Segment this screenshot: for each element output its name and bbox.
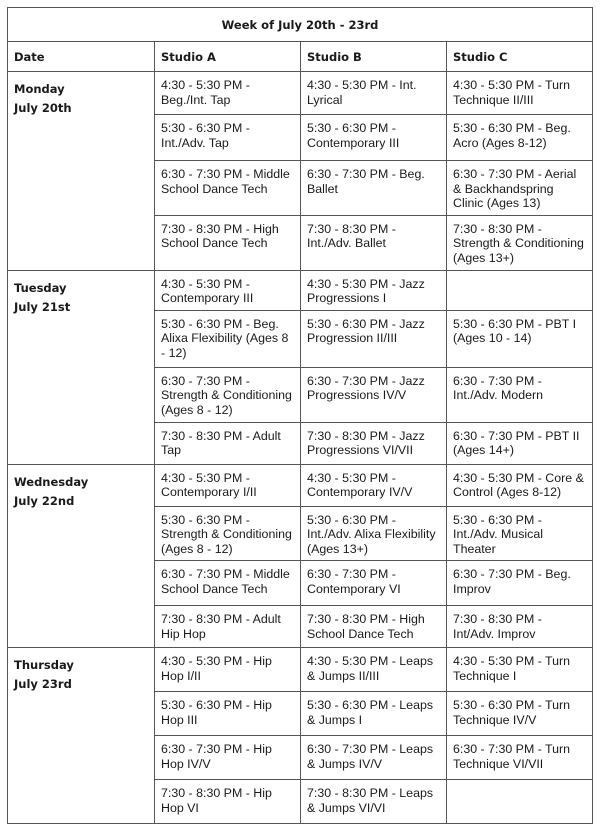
header-studio-a: Studio A	[155, 42, 301, 72]
class-cell-studio-c: 4:30 - 5:30 PM - Core & Control (Ages 8-12)	[447, 464, 593, 506]
class-cell-studio-c: 7:30 - 8:30 PM - Strength & Conditioning (Ages 13+)	[447, 215, 593, 270]
class-cell-studio-a: 6:30 - 7:30 PM - Middle School Dance Tech	[155, 161, 301, 216]
class-cell-studio-c: 5:30 - 6:30 PM - PBT I (Ages 10 - 14)	[447, 310, 593, 367]
class-cell-studio-a: 4:30 - 5:30 PM - Contemporary I/II	[155, 464, 301, 506]
schedule-title: Week of July 20th - 23rd	[8, 8, 593, 42]
class-cell-studio-b: 6:30 - 7:30 PM - Leaps & Jumps IV/V	[301, 736, 447, 780]
day-date: July 22nd	[14, 493, 75, 508]
day-name: Thursday	[14, 658, 74, 672]
class-cell-studio-a: 5:30 - 6:30 PM - Int./Adv. Tap	[155, 115, 301, 161]
table-row	[8, 270, 593, 310]
table-row	[8, 464, 593, 506]
class-cell-studio-a: 4:30 - 5:30 PM - Contemporary III	[155, 270, 301, 310]
class-cell-studio-b: 7:30 - 8:30 PM - Jazz Progressions VI/VII	[301, 422, 447, 464]
day-cell	[8, 270, 155, 464]
class-cell-studio-c: 4:30 - 5:30 PM - Turn Technique I	[447, 648, 593, 692]
day-cell	[8, 648, 155, 824]
class-cell-studio-c: 4:30 - 5:30 PM - Turn Technique II/III	[447, 72, 593, 115]
header-row	[8, 42, 593, 72]
day-date: July 23rd	[14, 677, 72, 691]
class-cell-studio-a: 5:30 - 6:30 PM - Strength & Conditioning (Ages 8 - 12)	[155, 506, 301, 561]
class-cell-studio-c: 6:30 - 7:30 PM - Turn Technique VI/VII	[447, 736, 593, 780]
day-cell	[8, 464, 155, 648]
class-cell-studio-a: 7:30 - 8:30 PM - Adult Tap	[155, 422, 301, 464]
class-cell-studio-a: 6:30 - 7:30 PM - Strength & Conditioning (Ages 8 - 12)	[155, 367, 301, 422]
class-cell-studio-b: 6:30 - 7:30 PM - Jazz Progressions IV/V	[301, 367, 447, 422]
class-cell-studio-b: 7:30 - 8:30 PM - Leaps & Jumps VI/VI	[301, 780, 447, 824]
class-cell-studio-a: 6:30 - 7:30 PM - Middle School Dance Tech	[155, 561, 301, 606]
class-cell-studio-a: 6:30 - 7:30 PM - Hip Hop IV/V	[155, 736, 301, 780]
class-cell-studio-a: 4:30 - 5:30 PM - Hip Hop I/II	[155, 648, 301, 692]
class-cell-studio-b: 6:30 - 7:30 PM - Contemporary VI	[301, 561, 447, 606]
day-name: Tuesday	[14, 280, 67, 295]
class-cell-studio-b: 5:30 - 6:30 PM - Int./Adv. Alixa Flexibility (Ages 13+)	[301, 506, 447, 561]
class-cell-studio-b: 4:30 - 5:30 PM - Int. Lyrical	[301, 72, 447, 115]
class-cell-studio-c: 5:30 - 6:30 PM - Turn Technique IV/V	[447, 692, 593, 736]
class-cell-studio-c	[447, 270, 593, 310]
class-cell-studio-b: 4:30 - 5:30 PM - Contemporary IV/V	[301, 464, 447, 506]
class-cell-studio-c: 6:30 - 7:30 PM - Aerial & Backhandspring Clinic (Ages 13)	[447, 161, 593, 216]
class-cell-studio-a: 7:30 - 8:30 PM - High School Dance Tech	[155, 215, 301, 270]
table-row	[8, 648, 593, 692]
class-cell-studio-b: 4:30 - 5:30 PM - Jazz Progressions I	[301, 270, 447, 310]
class-cell-studio-a: 5:30 - 6:30 PM - Hip Hop III	[155, 692, 301, 736]
class-cell-studio-c: 6:30 - 7:30 PM - Int./Adv. Modern	[447, 367, 593, 422]
title-row	[8, 8, 593, 42]
class-cell-studio-b: 5:30 - 6:30 PM - Contemporary III	[301, 115, 447, 161]
class-cell-studio-b: 5:30 - 6:30 PM - Leaps & Jumps I	[301, 692, 447, 736]
class-cell-studio-c: 5:30 - 6:30 PM - Int./Adv. Musical Theater	[447, 506, 593, 561]
class-cell-studio-b: 7:30 - 8:30 PM - Int./Adv. Ballet	[301, 215, 447, 270]
day-name: Wednesday	[14, 474, 89, 489]
class-cell-studio-c: 6:30 - 7:30 PM - Beg. Improv	[447, 561, 593, 606]
class-cell-studio-a: 7:30 - 8:30 PM - Adult Hip Hop	[155, 606, 301, 648]
day-date: July 20th	[14, 101, 72, 115]
class-cell-studio-c: 6:30 - 7:30 PM - PBT II (Ages 14+)	[447, 422, 593, 464]
class-cell-studio-a: 5:30 - 6:30 PM - Beg. Alixa Flexibility (Ages 8 - 12)	[155, 310, 301, 367]
header-studio-b: Studio B	[301, 42, 447, 72]
header-studio-c: Studio C	[447, 42, 593, 72]
schedule-body	[8, 72, 593, 824]
class-cell-studio-b: 5:30 - 6:30 PM - Jazz Progression II/III	[301, 310, 447, 367]
schedule-table	[7, 7, 593, 824]
class-cell-studio-c: 5:30 - 6:30 PM - Beg. Acro (Ages 8-12)	[447, 115, 593, 161]
table-row	[8, 72, 593, 115]
day-date: July 21st	[14, 299, 71, 314]
day-name: Monday	[14, 82, 65, 96]
class-cell-studio-c: 7:30 - 8:30 PM - Int/Adv. Improv	[447, 606, 593, 648]
class-cell-studio-a: 4:30 - 5:30 PM - Beg./Int. Tap	[155, 72, 301, 115]
day-cell	[8, 72, 155, 271]
class-cell-studio-b: 4:30 - 5:30 PM - Leaps & Jumps II/III	[301, 648, 447, 692]
class-cell-studio-b: 6:30 - 7:30 PM - Beg. Ballet	[301, 161, 447, 216]
header-date: Date	[8, 42, 155, 72]
class-cell-studio-a: 7:30 - 8:30 PM - Hip Hop VI	[155, 780, 301, 824]
class-cell-studio-c	[447, 780, 593, 824]
class-cell-studio-b: 7:30 - 8:30 PM - High School Dance Tech	[301, 606, 447, 648]
